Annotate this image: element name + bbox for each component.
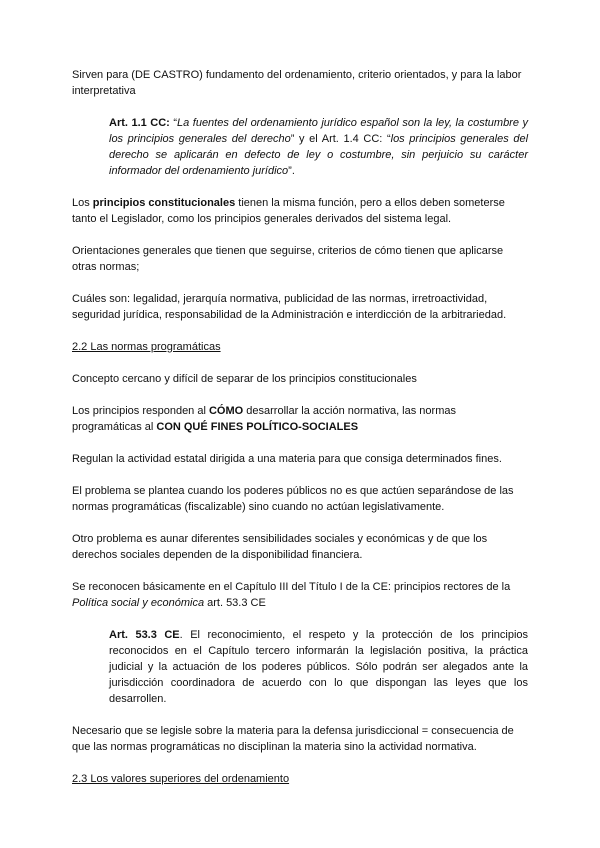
italic-term: Política social y económica	[72, 597, 205, 609]
bold-term: CÓMO	[208, 405, 244, 417]
text-span: art. 53.3 CE	[204, 597, 266, 609]
bold-term: CON QUÉ FINES POLÍTICO-SOCIALES	[156, 421, 359, 433]
quote-text: La fuentes del ordenamiento jurídico español son la ley, la costumbre y los principios generales del derecho	[109, 117, 528, 145]
quote-text-2: los principios generales del derecho se aplicarán en defecto de ley o costumbre, sin perjuicio su carácter informador del ordenamiento jurídico	[109, 133, 529, 177]
paragraph-como	[72, 403, 528, 435]
text-span: Los	[72, 197, 93, 209]
paragraph-necesario: Necesario que se legisle sobre la materia para la defensa jurisdiccional = consecuencia de que las normas programáticas no disciplinan la materia sino la actividad normativa.	[72, 725, 514, 753]
article-label: Art. 1.1 CC:	[109, 117, 170, 129]
quote-body: . El reconocimiento, el respeto y la protección de los principios reconocidos en el Capítulo tercero informarán la legislación positiva, la práctica judicial y la actuación de los poderes públicos. Sólo podrán ser alegados ante la jurisdicción coordinadora de acuerdo con lo que dispongan las leyes que los desarrollen.	[109, 629, 529, 705]
quote-mark: “	[169, 117, 178, 129]
paragraph-otro-problema: Otro problema es aunar diferentes sensibilidades sociales y económicas y de que los derechos sociales dependen de la disponibilidad financiera.	[72, 533, 488, 561]
section-heading-2-2: 2.2 Las normas programáticas	[72, 341, 221, 353]
text-span: tienen la misma función, pero a ellos deben someterse tanto el Legislador, como los principios generales derivados del sistema legal.	[72, 197, 505, 225]
paragraph-orientaciones: Orientaciones generales que tienen que seguirse, criterios de cómo tienen que aplicarse otras normas;	[72, 245, 504, 273]
paragraph-concepto: Concepto cercano y difícil de separar de los principios constitucionales	[72, 373, 417, 385]
quote-mark-close: ”.	[288, 165, 295, 177]
section-heading-2-3: 2.3 Los valores superiores del ordenamiento	[72, 773, 290, 785]
quote-connector: ” y el Art. 1.4 CC: “	[290, 133, 391, 145]
text-span: Los principios responden al	[72, 405, 209, 417]
quote-art-1-1-cc	[109, 115, 528, 179]
paragraph-fuentes: Sirven para (DE CASTRO) fundamento del ordenamiento, criterio orientados, y para la labor interpretativa	[72, 69, 522, 97]
text-span: Se reconocen básicamente en el Capítulo III del Título I de la CE: principios rectores de la	[72, 581, 511, 593]
paragraph-se-reconocen	[72, 579, 528, 611]
article-label: Art. 53.3 CE	[109, 629, 180, 641]
paragraph-regulan: Regulan la actividad estatal dirigida a una materia para que consiga determinados fines.	[72, 453, 502, 465]
document-page	[72, 67, 528, 803]
quote-art-53-3-ce	[109, 627, 528, 707]
paragraph-cuales-son: Cuáles son: legalidad, jerarquía normativa, publicidad de las normas, irretroactividad, seguridad jurídica, responsabilidad de la Administración e interdicción de la arbitrariedad.	[72, 293, 507, 321]
paragraph-principios-constitucionales	[72, 195, 528, 227]
text-span: desarrollar la acción normativa, las normas programáticas al	[72, 405, 456, 433]
paragraph-problema: El problema se plantea cuando los poderes públicos no es que actúen separándose de las normas programáticas (fiscalizable) sino cuando no actúan legislativamente.	[72, 485, 514, 513]
bold-term: principios constitucionales	[92, 197, 236, 209]
